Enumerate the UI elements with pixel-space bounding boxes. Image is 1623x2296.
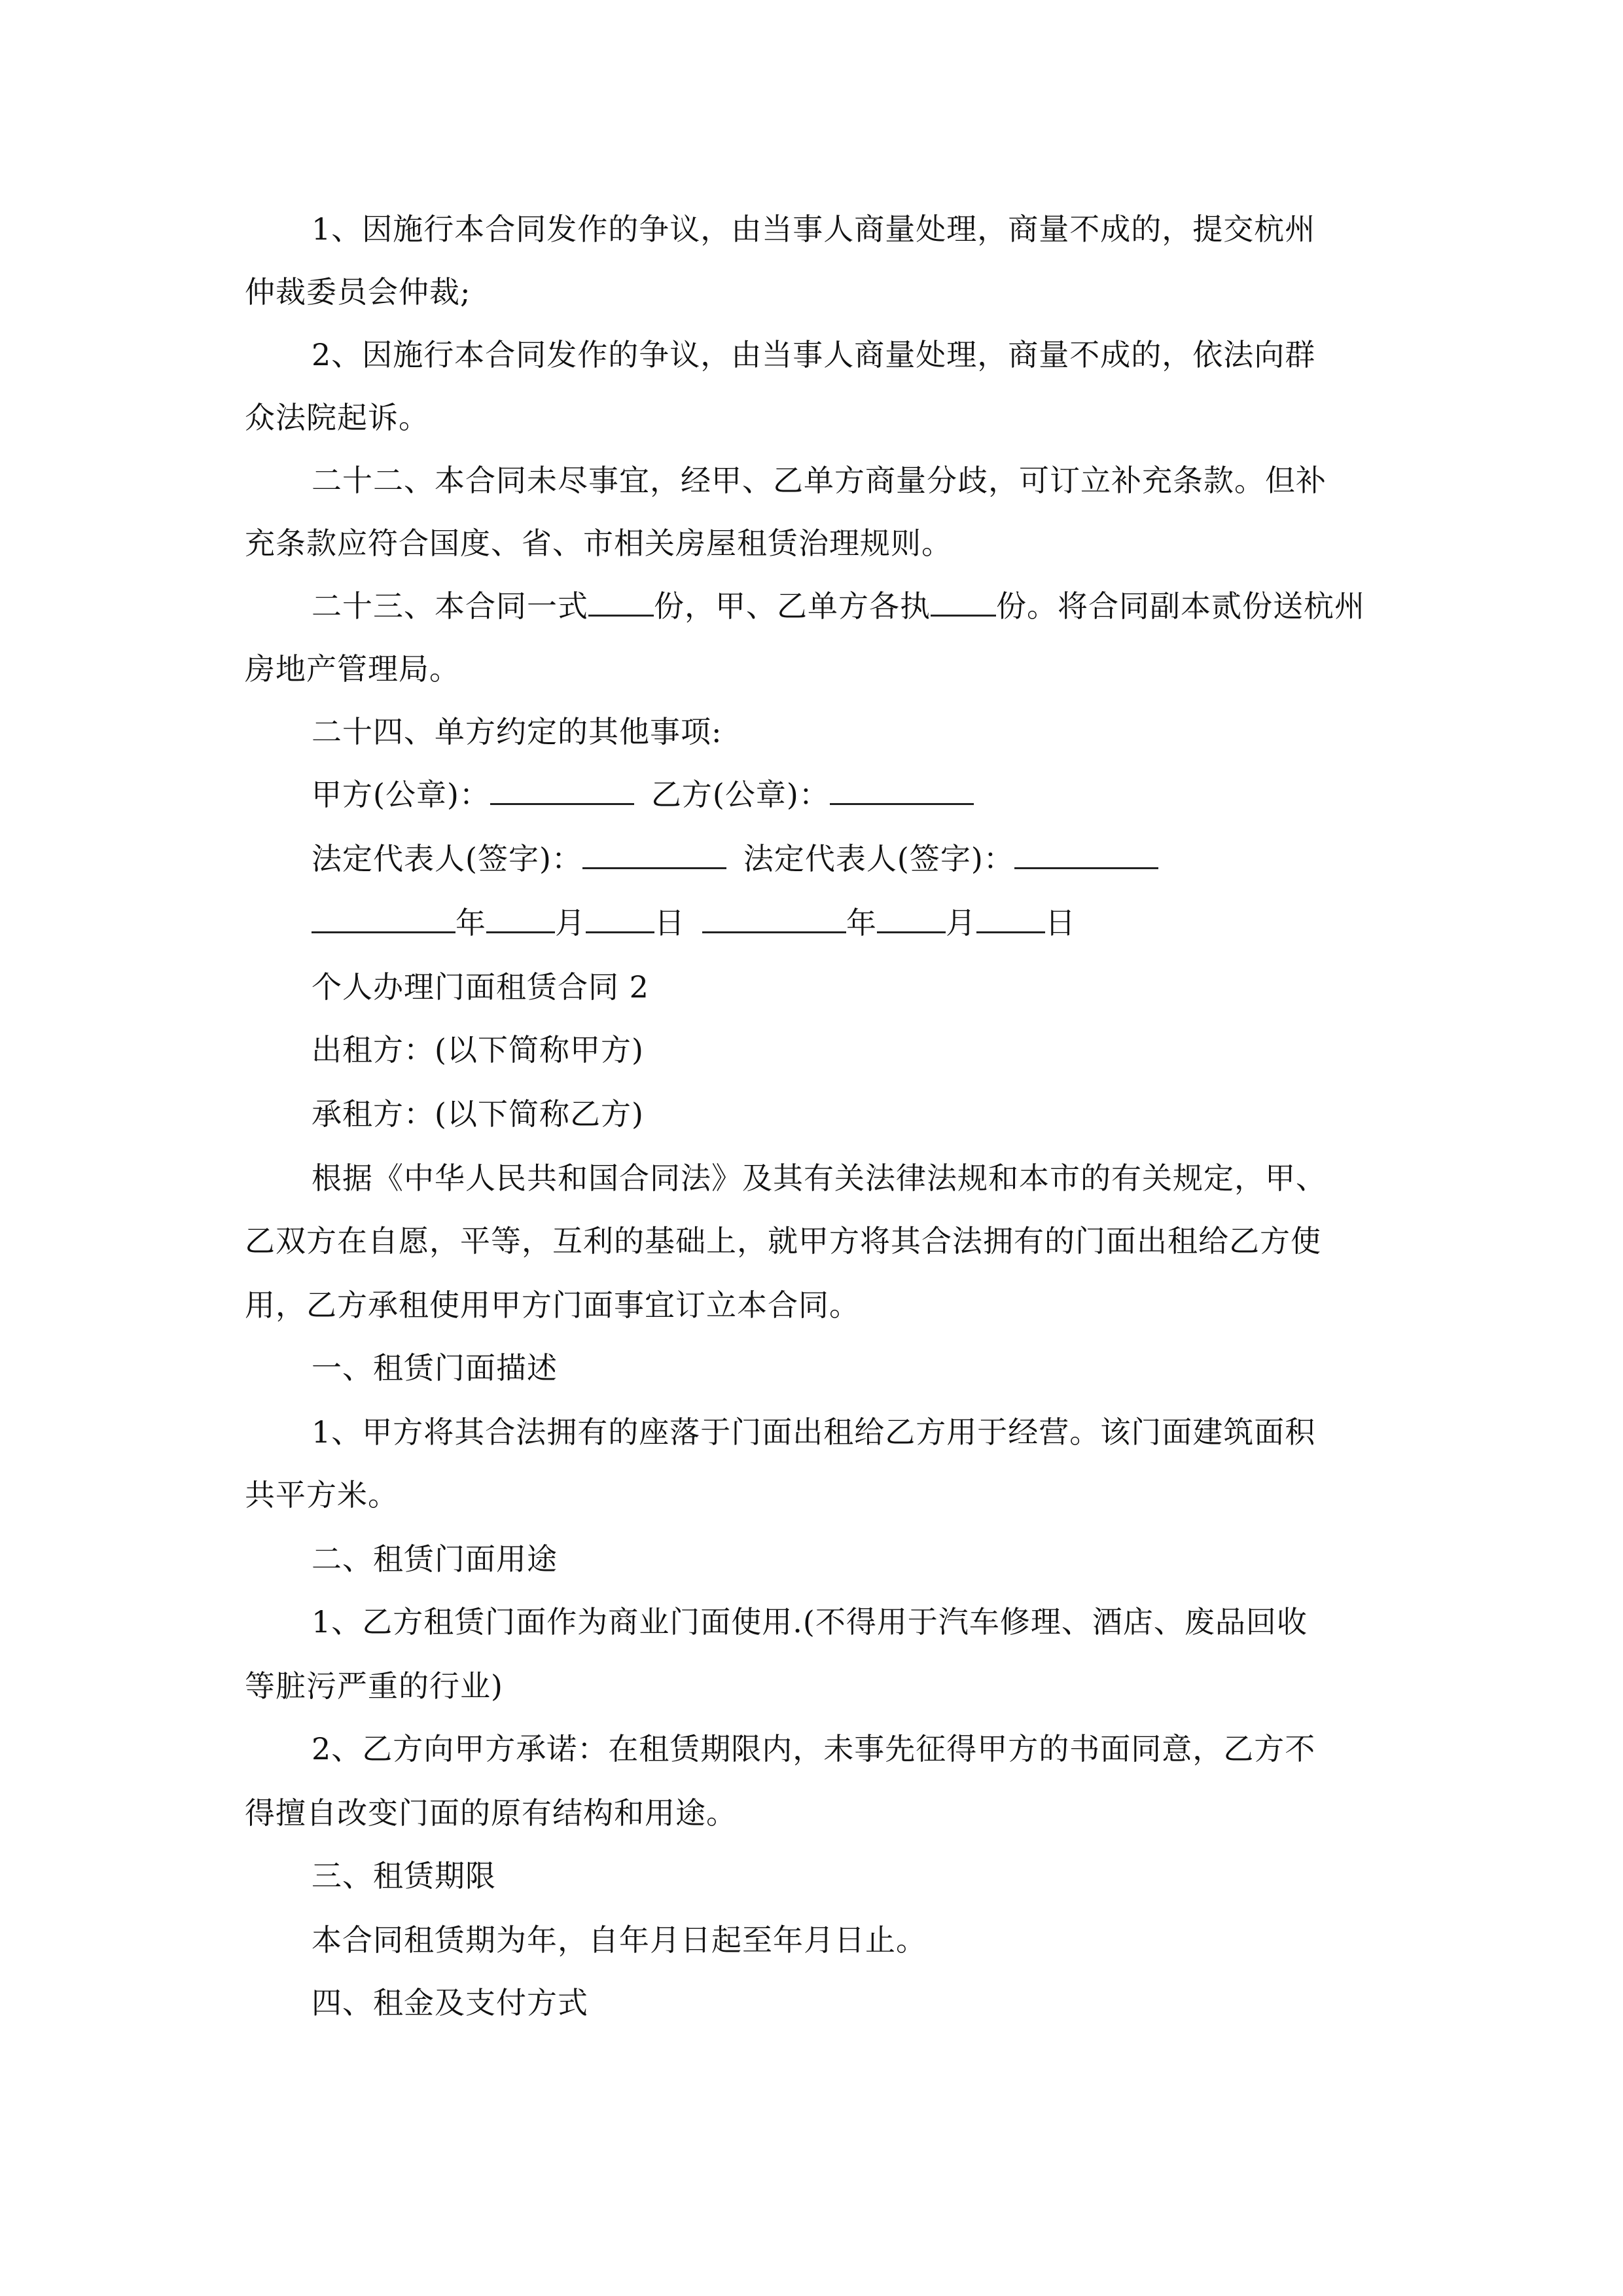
clause-22-line2: 充条款应符合国度、省、市相关房屋租赁治理规则。 <box>245 526 952 561</box>
section-2-item1-line2: 等脏污严重的行业) <box>245 1668 503 1704</box>
section-1-item1-line1: 1、甲方将其合法拥有的座落于门面出租给乙方用于经营。该门面建筑面积 <box>312 1414 1316 1450</box>
contract-2-title: 个人办理门面租赁合同 2 <box>312 969 649 1005</box>
section-3-heading: 三、租赁期限 <box>312 1858 496 1893</box>
section-4-heading: 四、租金及支付方式 <box>312 1985 588 2020</box>
party-b-seal-blank <box>830 777 974 805</box>
section-2-heading: 二、租赁门面用途 <box>312 1541 558 1577</box>
party-a-year-blank <box>312 905 455 933</box>
clause-22-line1: 二十二、本合同未尽事宜，经甲、乙单方商量分歧，可订立补充条款。但补 <box>312 463 1327 498</box>
paragraph-court-line1: 2、因施行本合同发作的争议，由当事人商量处理，商量不成的，依法向群 <box>312 337 1316 372</box>
preamble-line3: 用，乙方承租使用甲方门面事宜订立本合同。 <box>245 1287 860 1323</box>
party-b-year-label: 年 <box>846 905 877 941</box>
preamble-line1: 根据《中华人民共和国合同法》及其有关法律法规和本市的有关规定，甲、 <box>312 1160 1327 1196</box>
section-3-text: 本合同租赁期为年，自年月日起至年月日止。 <box>312 1922 927 1958</box>
party-b-month-label: 月 <box>946 905 976 941</box>
party-a-day-blank <box>586 905 654 933</box>
clause-23-part-a: 二十三、本合同一式 <box>312 588 588 624</box>
clause-24: 二十四、单方约定的其他事项: <box>312 714 722 749</box>
section-1-heading: 一、租赁门面描述 <box>312 1350 558 1386</box>
clause-23-part-b: 份，甲、乙单方各执 <box>654 588 931 624</box>
party-b-seal-label: 乙方(公章)： <box>651 777 830 812</box>
party-a-seal-label: 甲方(公章)： <box>312 777 490 812</box>
party-a-rep-blank <box>582 841 726 869</box>
party-b-year-blank <box>702 905 846 933</box>
party-b-day-blank <box>976 905 1045 933</box>
paragraph-arbitration-line2: 仲裁委员会仲裁; <box>245 274 471 310</box>
section-2-item2-line1: 2、乙方向甲方承诺：在租赁期限内，未事先征得甲方的书面同意，乙方不 <box>312 1731 1316 1767</box>
party-a-month-blank <box>486 905 555 933</box>
copies-each-blank <box>931 588 996 617</box>
date-line <box>312 903 1076 942</box>
section-1-item1-line2: 共平方米。 <box>245 1477 399 1513</box>
clause-23-line2: 房地产管理局。 <box>245 651 460 687</box>
clause-23-line1 <box>312 586 1365 626</box>
lessor-line: 出租方：(以下简称甲方) <box>312 1032 644 1067</box>
paragraph-court-line2: 众法院起诉。 <box>245 400 429 435</box>
party-a-year-label: 年 <box>455 905 486 941</box>
party-b-rep-label: 法定代表人(签字)： <box>743 841 1014 876</box>
party-a-seal-blank <box>490 777 634 805</box>
clause-23-part-c: 份。将合同副本贰份送杭州 <box>996 588 1365 624</box>
preamble-line2: 乙双方在自愿，平等，互利的基础上，就甲方将其合法拥有的门面出租给乙方使 <box>245 1223 1321 1259</box>
party-b-day-label: 日 <box>1045 905 1076 941</box>
party-b-rep-blank <box>1014 841 1158 869</box>
paragraph-arbitration-line1: 1、因施行本合同发作的争议，由当事人商量处理，商量不成的，提交杭州 <box>312 211 1316 247</box>
seal-line <box>312 775 974 814</box>
party-b-month-blank <box>877 905 946 933</box>
representative-line <box>312 839 1158 878</box>
party-a-rep-label: 法定代表人(签字)： <box>312 841 582 876</box>
lessee-line: 承租方：(以下简称乙方) <box>312 1096 644 1132</box>
party-a-day-label: 日 <box>654 905 685 941</box>
copies-blank <box>588 588 654 617</box>
party-a-month-label: 月 <box>555 905 586 941</box>
section-2-item2-line2: 得擅自改变门面的原有结构和用途。 <box>245 1795 737 1831</box>
section-2-item1-line1: 1、乙方租赁门面作为商业门面使用.(不得用于汽车修理、酒店、废品回收 <box>312 1604 1308 1640</box>
